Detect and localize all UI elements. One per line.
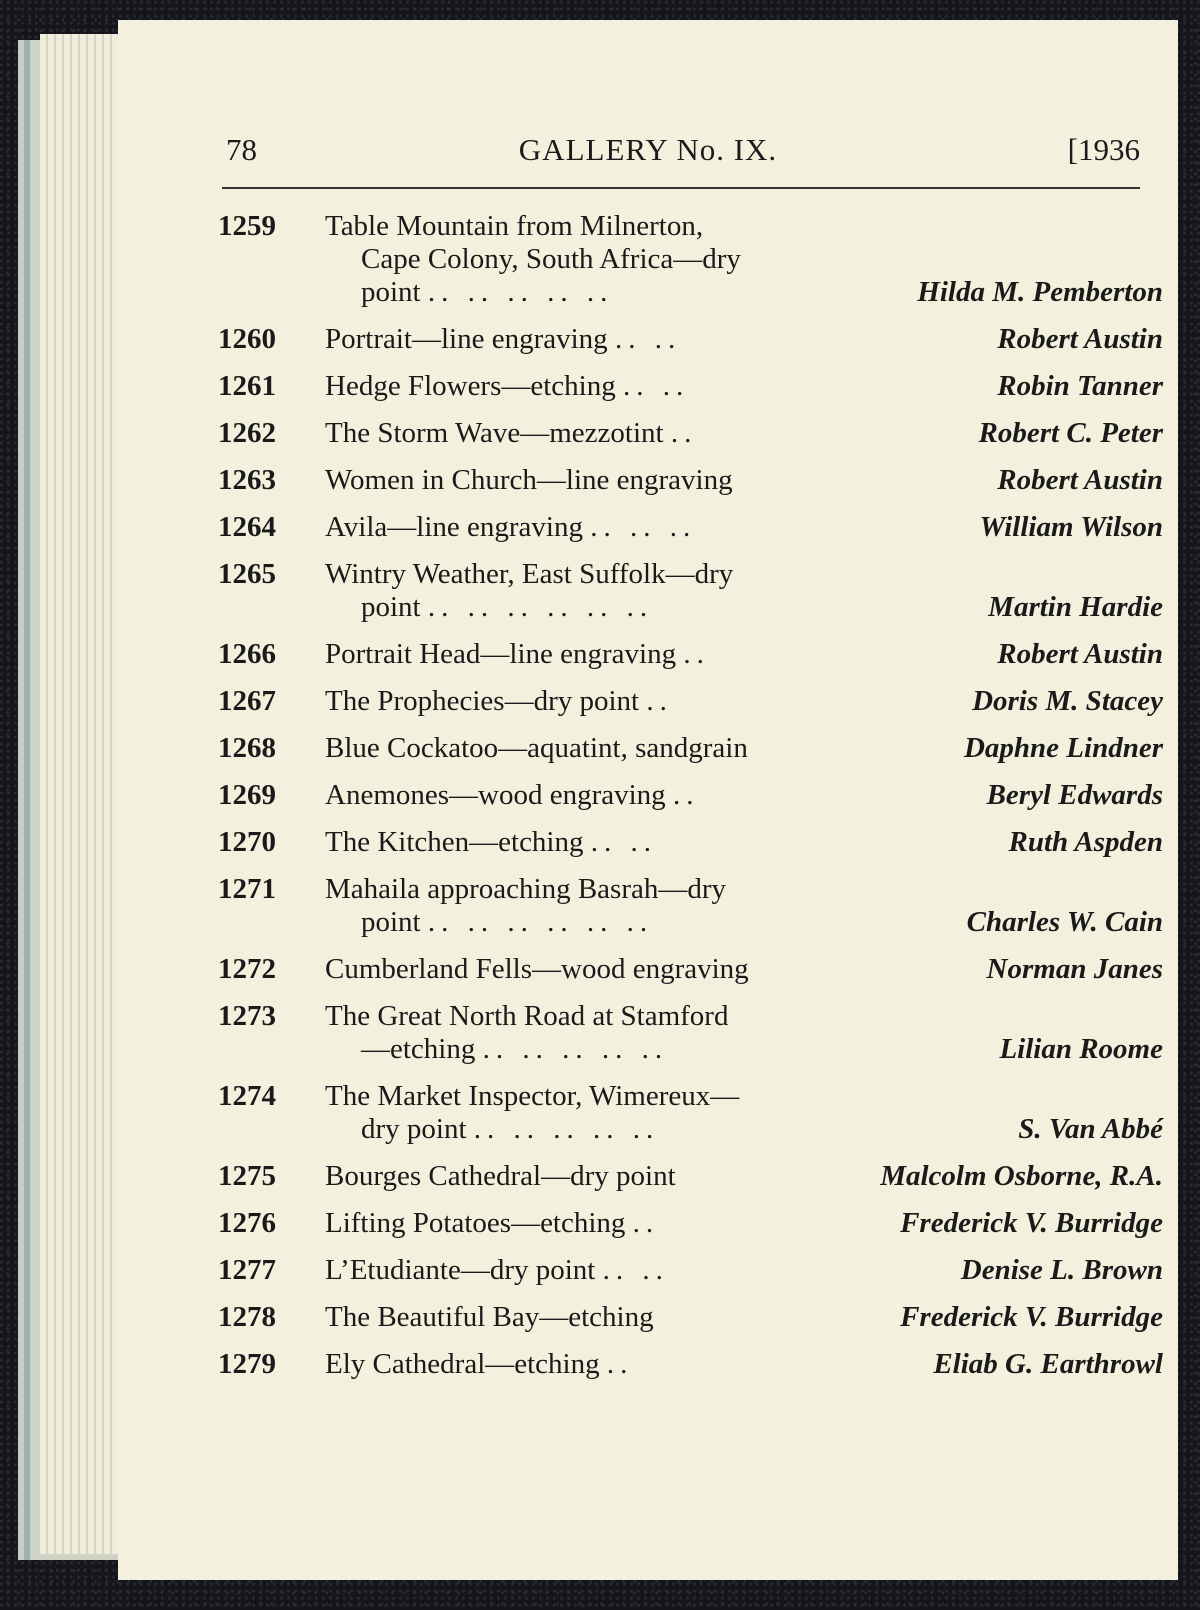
entry-title <box>325 732 865 765</box>
entry-title-line <box>325 210 865 243</box>
page-leaves <box>40 34 118 1554</box>
entry-title <box>325 873 865 939</box>
entry-title-line <box>325 685 865 718</box>
header-rule <box>222 187 1140 189</box>
entry-title <box>325 638 865 671</box>
entry-number: 1268 <box>218 732 276 764</box>
entry-list <box>218 210 1163 1395</box>
catalogue-entry <box>218 1080 1163 1146</box>
entry-title-text: The Kitchen—etching <box>325 826 584 858</box>
page-number: 78 <box>226 132 257 167</box>
entry-artist: Frederick V. Burridge <box>900 1301 1163 1333</box>
entry-title <box>325 210 865 309</box>
entry-title-text: Mahaila approaching Basrah—dry <box>325 873 727 905</box>
catalogue-entry <box>218 1348 1163 1381</box>
leader-dots: .. .. .. .. .. <box>482 1033 669 1065</box>
entry-number: 1261 <box>218 370 276 402</box>
catalogue-entry <box>218 558 1163 624</box>
entry-title-text: Hedge Flowers—etching <box>325 370 616 402</box>
entry-title-line <box>325 591 865 624</box>
entry-artist: Norman Janes <box>986 953 1163 985</box>
catalogue-entry <box>218 511 1163 544</box>
entry-title <box>325 417 865 450</box>
entry-number: 1275 <box>218 1160 276 1192</box>
leader-dots: .. .. .. .. .. <box>473 1113 660 1145</box>
entry-title <box>325 1000 865 1066</box>
entry-title-text: The Great North Road at Stamford <box>325 1000 729 1032</box>
leader-dots: .. <box>632 1207 660 1239</box>
leader-dots: .. <box>672 779 700 811</box>
entry-artist: Eliab G. Earthrowl <box>933 1348 1163 1380</box>
entry-title-line <box>325 1113 865 1146</box>
entry-artist: Charles W. Cain <box>966 906 1163 938</box>
entry-artist: Doris M. Stacey <box>972 685 1163 717</box>
catalogue-entry <box>218 417 1163 450</box>
catalogue-entry <box>218 323 1163 356</box>
entry-number: 1264 <box>218 511 276 543</box>
catalogue-entry <box>218 732 1163 765</box>
entry-artist: William Wilson <box>979 511 1163 543</box>
entry-title-text: Avila—line engraving <box>325 511 583 543</box>
catalogue-entry <box>218 464 1163 497</box>
entry-title <box>325 953 865 986</box>
catalogue-entry <box>218 1000 1163 1066</box>
entry-title <box>325 558 865 624</box>
entry-number: 1267 <box>218 685 276 717</box>
leader-dots: .. .. <box>614 323 682 355</box>
catalogue-entry <box>218 638 1163 671</box>
entry-artist: Robert Austin <box>997 464 1163 496</box>
entry-number: 1263 <box>218 464 276 496</box>
entry-title-text: The Beautiful Bay—etching <box>325 1301 654 1333</box>
entry-number: 1265 <box>218 558 276 590</box>
entry-artist: Lilian Roome <box>999 1033 1163 1065</box>
catalogue-page <box>118 20 1178 1580</box>
catalogue-entry <box>218 1160 1163 1193</box>
entry-title-text: point <box>361 591 421 623</box>
catalogue-entry <box>218 873 1163 939</box>
entry-title-text: Bourges Cathedral—dry point <box>325 1160 676 1192</box>
leader-dots: .. .. <box>602 1254 669 1286</box>
leader-dots: .. <box>646 685 673 717</box>
entry-title-line <box>325 1301 865 1334</box>
entry-title-text: Wintry Weather, East Suffolk—dry <box>325 558 734 590</box>
entry-title-line <box>325 779 865 812</box>
entry-artist: Frederick V. Burridge <box>900 1207 1163 1239</box>
leader-dots: .. .. <box>590 826 657 858</box>
entry-title-text: Cape Colony, South Africa—dry <box>361 243 741 275</box>
entry-artist: S. Van Abbé <box>1018 1113 1163 1145</box>
entry-title-line <box>325 1080 865 1113</box>
entry-artist: Robert Austin <box>997 323 1163 355</box>
entry-number: 1277 <box>218 1254 276 1286</box>
entry-number: 1278 <box>218 1301 276 1333</box>
entry-title-line <box>325 511 865 544</box>
entry-title-text: point <box>361 906 421 938</box>
entry-title <box>325 370 865 403</box>
entry-title-text: Table Mountain from Milnerton, <box>325 210 704 242</box>
entry-artist: Hilda M. Pemberton <box>917 276 1163 308</box>
entry-title-text: Lifting Potatoes—etching <box>325 1207 626 1239</box>
entry-title-line <box>325 1160 865 1193</box>
leader-dots: .. <box>606 1348 634 1380</box>
entry-title-text: —etching <box>361 1033 476 1065</box>
entry-title <box>325 685 865 718</box>
entry-title <box>325 1207 865 1240</box>
leader-dots: .. .. .. <box>590 511 697 543</box>
entry-title-line <box>325 417 865 450</box>
entry-artist: Daphne Lindner <box>963 732 1163 764</box>
entry-title-text: Ely Cathedral—etching <box>325 1348 600 1380</box>
entry-number: 1279 <box>218 1348 276 1380</box>
entry-number: 1273 <box>218 1000 276 1032</box>
entry-title-text: The Market Inspector, Wimereux— <box>325 1080 740 1112</box>
entry-artist: Denise L. Brown <box>960 1254 1163 1286</box>
entry-title-text: L’Etudiante—dry point <box>325 1254 596 1286</box>
entry-title <box>325 779 865 812</box>
entry-artist: Robin Tanner <box>997 370 1163 402</box>
entry-number: 1272 <box>218 953 276 985</box>
entry-number: 1271 <box>218 873 276 905</box>
entry-artist: Martin Hardie <box>988 591 1163 623</box>
entry-title <box>325 511 865 544</box>
entry-title-line <box>325 826 865 859</box>
entry-artist: Robert C. Peter <box>978 417 1163 449</box>
entry-number: 1276 <box>218 1207 276 1239</box>
entry-title-text: Portrait Head—line engraving <box>325 638 677 670</box>
entry-title-line <box>325 1033 865 1066</box>
entry-title-line <box>325 1254 865 1287</box>
entry-title <box>325 1301 865 1334</box>
leader-dots: .. .. .. .. .. .. <box>427 591 654 623</box>
leader-dots: .. .. <box>623 370 690 402</box>
entry-number: 1262 <box>218 417 276 449</box>
entry-title-text: The Storm Wave—mezzotint <box>325 417 664 449</box>
entry-title-line <box>325 276 865 309</box>
entry-title-line <box>325 953 865 986</box>
entry-title <box>325 1348 865 1381</box>
catalogue-entry <box>218 370 1163 403</box>
entry-title-line <box>325 370 865 403</box>
entry-title-line <box>325 906 865 939</box>
entry-title <box>325 1080 865 1146</box>
entry-title <box>325 1160 865 1193</box>
entry-title-text: Blue Cockatoo—aquatint, sandgrain <box>325 732 748 764</box>
entry-title-line <box>325 464 865 497</box>
entry-artist: Ruth Aspden <box>1008 826 1163 858</box>
entry-title-line <box>325 558 865 591</box>
catalogue-entry <box>218 1254 1163 1287</box>
catalogue-entry <box>218 685 1163 718</box>
entry-artist: Malcolm Osborne, R.A. <box>880 1160 1163 1192</box>
entry-title-line <box>325 1000 865 1033</box>
catalogue-entry <box>218 1301 1163 1334</box>
entry-artist: Robert Austin <box>997 638 1163 670</box>
entry-title <box>325 826 865 859</box>
entry-number: 1274 <box>218 1080 276 1112</box>
entry-artist: Beryl Edwards <box>986 779 1163 811</box>
catalogue-entry <box>218 210 1163 309</box>
catalogue-entry <box>218 779 1163 812</box>
catalogue-entry <box>218 1207 1163 1240</box>
page-title: GALLERY No. IX. <box>518 132 778 167</box>
leader-dots: .. <box>683 638 710 670</box>
entry-title-line <box>325 243 865 276</box>
entry-title <box>325 1254 865 1287</box>
entry-title-text: Portrait—line engraving <box>325 323 608 355</box>
entry-title-text: Women in Church—line engraving <box>325 464 733 496</box>
leader-dots: .. <box>670 417 698 449</box>
entry-title-line <box>325 873 865 906</box>
entry-title-line <box>325 1207 865 1240</box>
entry-number: 1270 <box>218 826 276 858</box>
year-mark: [1936 <box>1067 132 1140 167</box>
entry-number: 1266 <box>218 638 276 670</box>
leader-dots: .. .. .. .. .. <box>427 276 614 308</box>
entry-number: 1269 <box>218 779 276 811</box>
catalogue-entry <box>218 953 1163 986</box>
entry-title-text: Cumberland Fells—wood engraving <box>325 953 749 985</box>
entry-number: 1260 <box>218 323 276 355</box>
entry-title <box>325 464 865 497</box>
entry-number: 1259 <box>218 210 276 242</box>
catalogue-entry <box>218 826 1163 859</box>
entry-title-text: Anemones—wood engraving <box>325 779 666 811</box>
entry-title-text: point <box>361 276 421 308</box>
entry-title-line <box>325 732 865 765</box>
entry-title-line <box>325 323 865 356</box>
leader-dots: .. .. .. .. .. .. <box>427 906 654 938</box>
entry-title-text: The Prophecies—dry point <box>325 685 640 717</box>
entry-title-line <box>325 638 865 671</box>
entry-title-text: dry point <box>361 1113 467 1145</box>
entry-title <box>325 323 865 356</box>
entry-title-line <box>325 1348 865 1381</box>
